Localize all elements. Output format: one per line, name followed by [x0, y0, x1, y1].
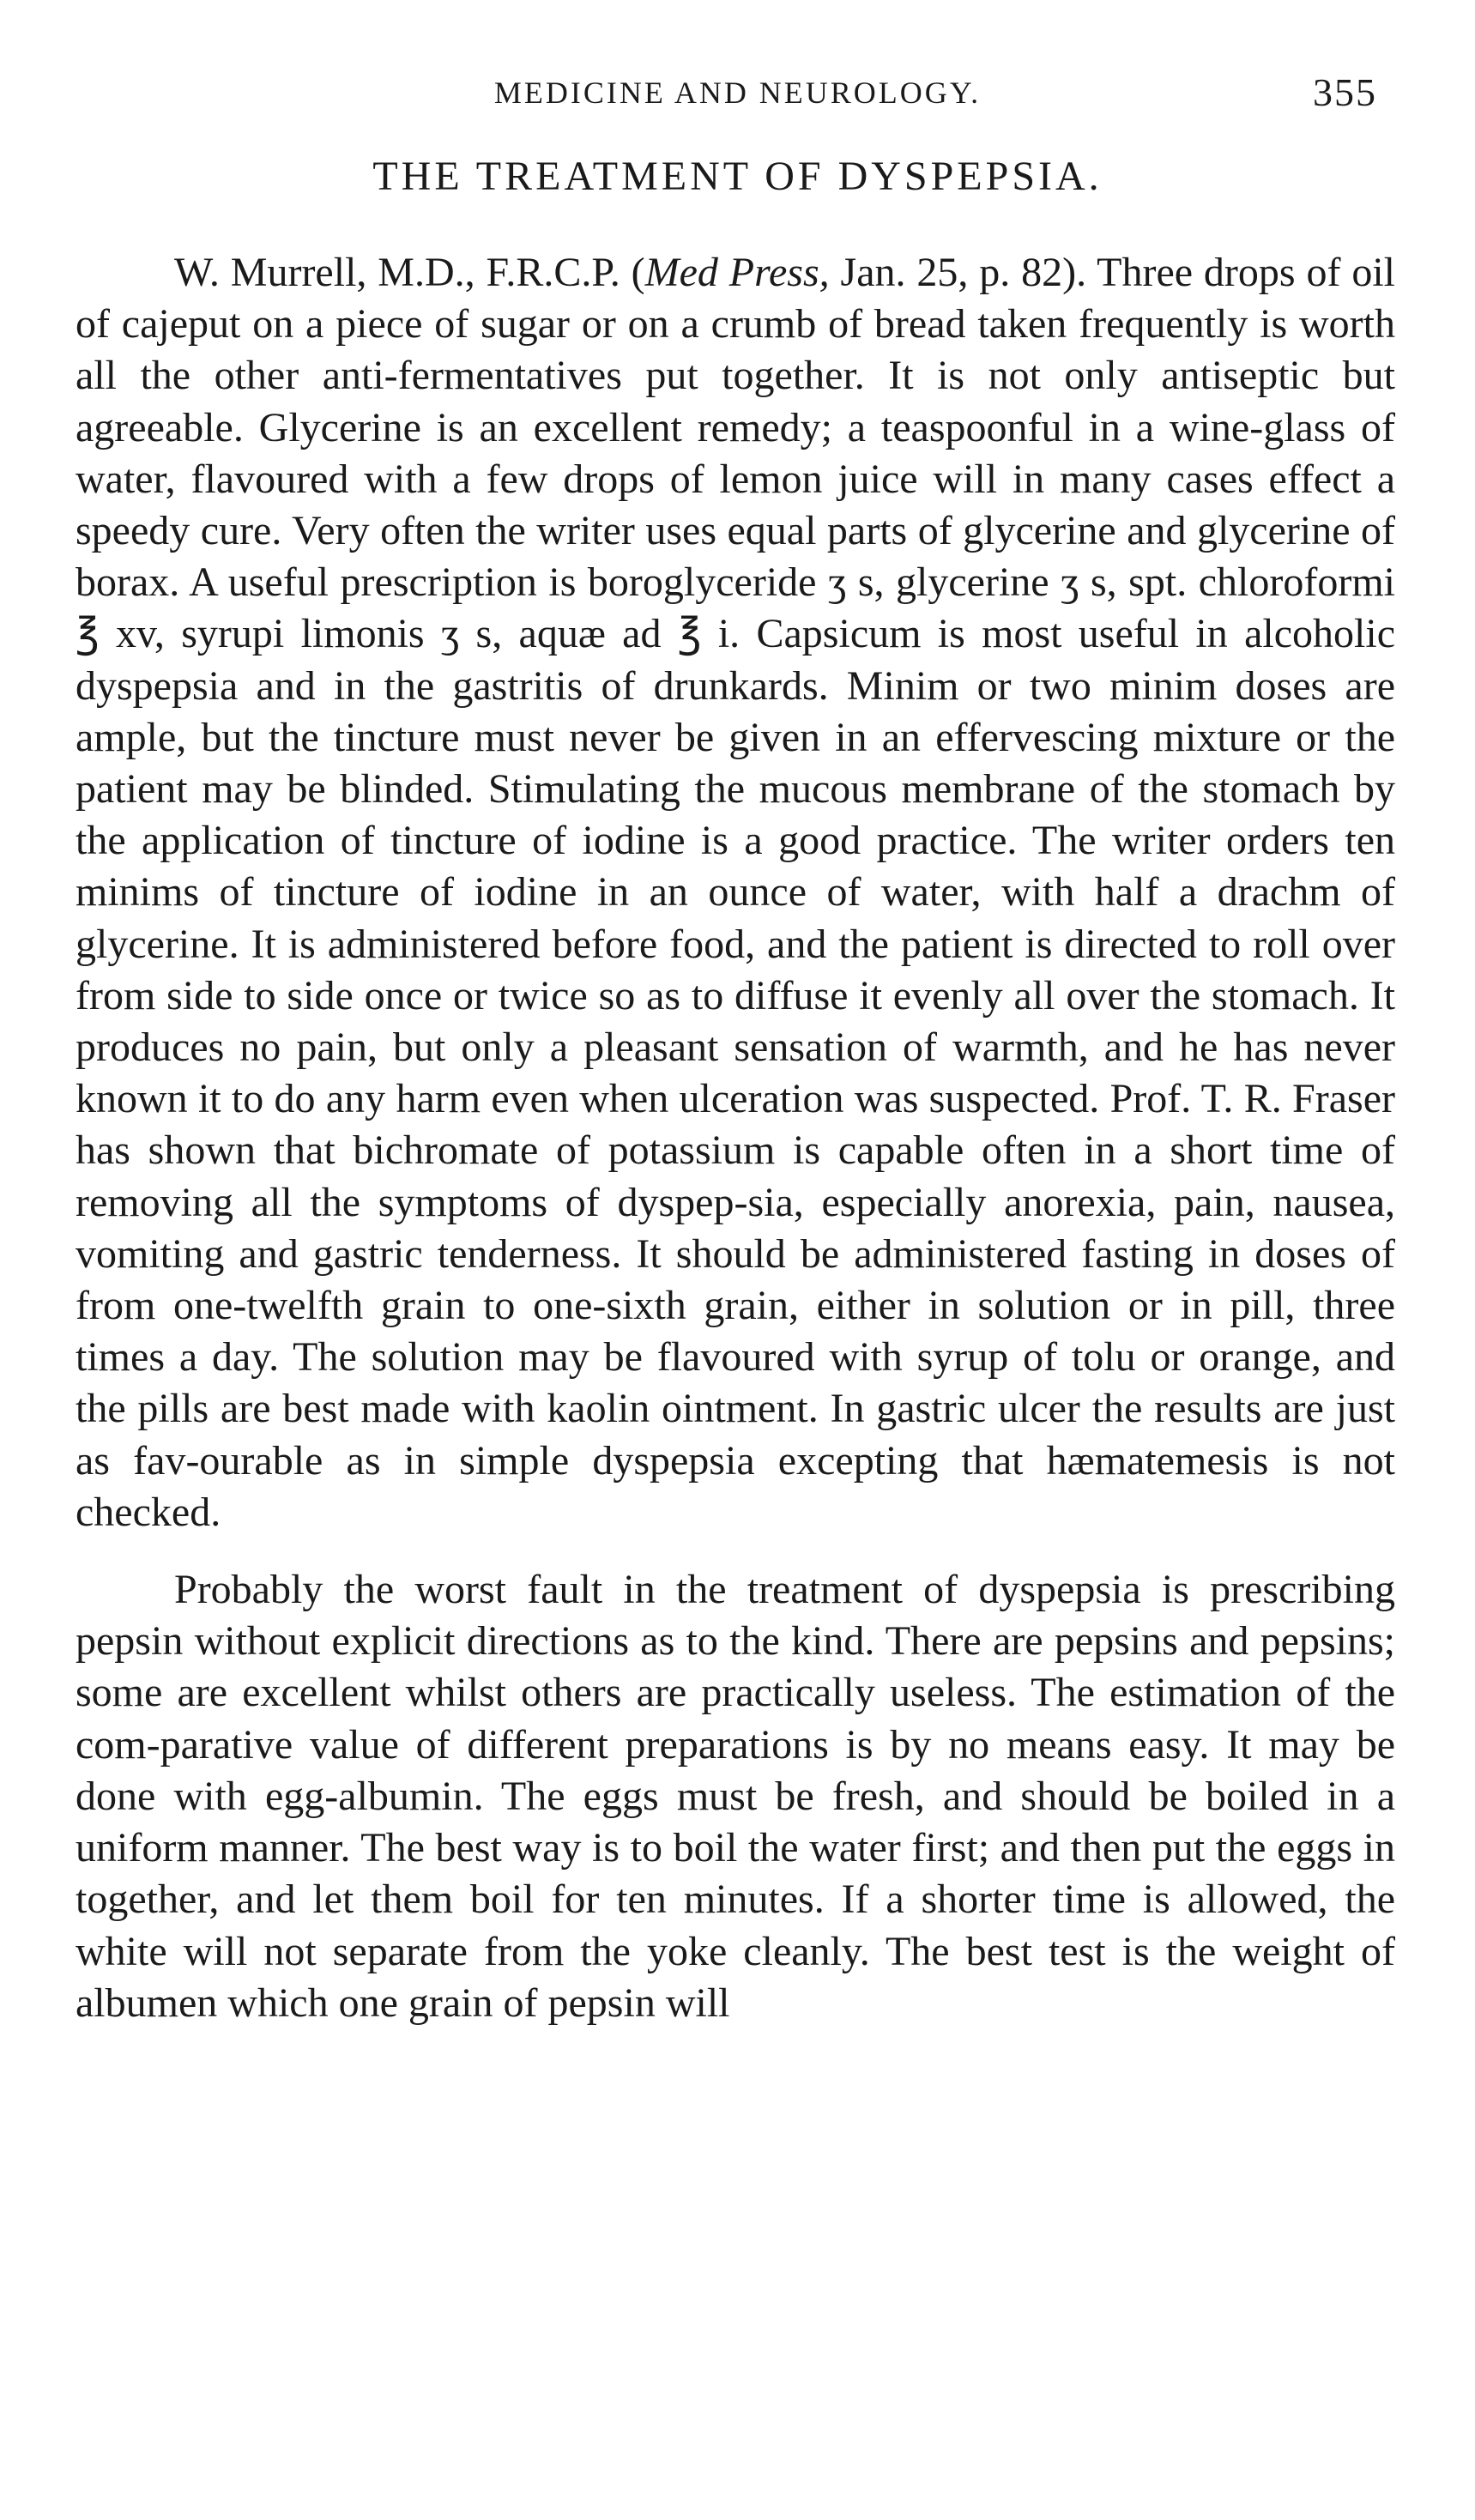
citation-source: Med Press,: [644, 250, 830, 295]
running-head: [77, 67, 1398, 118]
article-body: [76, 247, 1395, 2029]
page-number: 355: [1313, 70, 1377, 114]
article-title: THE TREATMENT OF DYSPEPSIA.: [372, 154, 1103, 199]
running-title: MEDICINE AND NEUROLOGY.: [493, 76, 982, 110]
paragraph-1: [76, 247, 1395, 1538]
citation-open-paren: (: [620, 250, 645, 295]
paragraph-1-text: Three drops of oil of cajeput on a piece of sugar or on a crumb of bread taken frequently is worth all the other anti-fermentatives put together. It is not only antiseptic but agreeable. Glycerine is an excellent remedy; a teaspoonful in a wine-glass of water, flavoured with a few drops of lemon juice will in many cases effect a speedy cure. Very often the writer uses equal parts of glycerine and glycerine of borax. A useful prescription is boroglyceride ʒ s, glycerine ʒ s, spt. chloroformi ℥ xv, syrupi limonis ʒ s, aquæ ad ℥ i. Capsicum is most useful in alcoholic dyspepsia and in the gastritis of drunkards. Minim or two minim doses are ample, but the tincture must never be given in an effervescing mixture or the patient may be blinded. Stimulating the mucous membrane of the stomach by the application of tincture of iodine is a good practice. The writer orders ten minims of tincture of iodine in an ounce of water, with half a drachm of glycerine. It is administered before food, and the patient is directed to roll over from side to side once or twice so as to diffuse it evenly all over the stomach. It produces no pain, but only a pleasant sensation of warmth, and he has never known it to do any harm even when ulceration was suspected. Prof. T. R. Fraser has shown that bichromate of potassium is capable often in a short time of removing all the symptoms of dyspep-sia, especially anorexia, pain, nausea, vomiting and gastric tenderness. It should be administered fasting in doses of from one-twelfth grain to one-sixth grain, either in solution or in pill, three times a day. The solution may be flavoured with syrup of tolu or orange, and the pills are best made with kaolin ointment. In gastric ulcer the results are just as fav-ourable as in simple dyspepsia excepting that hæmatemesis is not checked.: [76, 250, 1395, 1535]
paragraph-2: Probably the worst fault in the treatment of dyspepsia is prescribing pepsin without explicit directions as to the kind. There are pepsins and pepsins; some are excellent whilst others are practically useless. The estimation of the com-parative value of different preparations is by no means easy. It may be done with egg-albumin. The eggs must be fresh, and should be boiled in a uniform manner. The best way is to boil the water first; and then put the eggs in together, and let them boil for ten minutes. If a shorter time is allowed, the white will not separate from the yoke cleanly. The best test is the weight of albumen which one grain of pepsin will: [76, 1567, 1395, 2026]
citation-author: W. Murrell, M.D., F.R.C.P.: [174, 250, 620, 295]
citation-details: Jan. 25, p. 82).: [829, 250, 1087, 295]
